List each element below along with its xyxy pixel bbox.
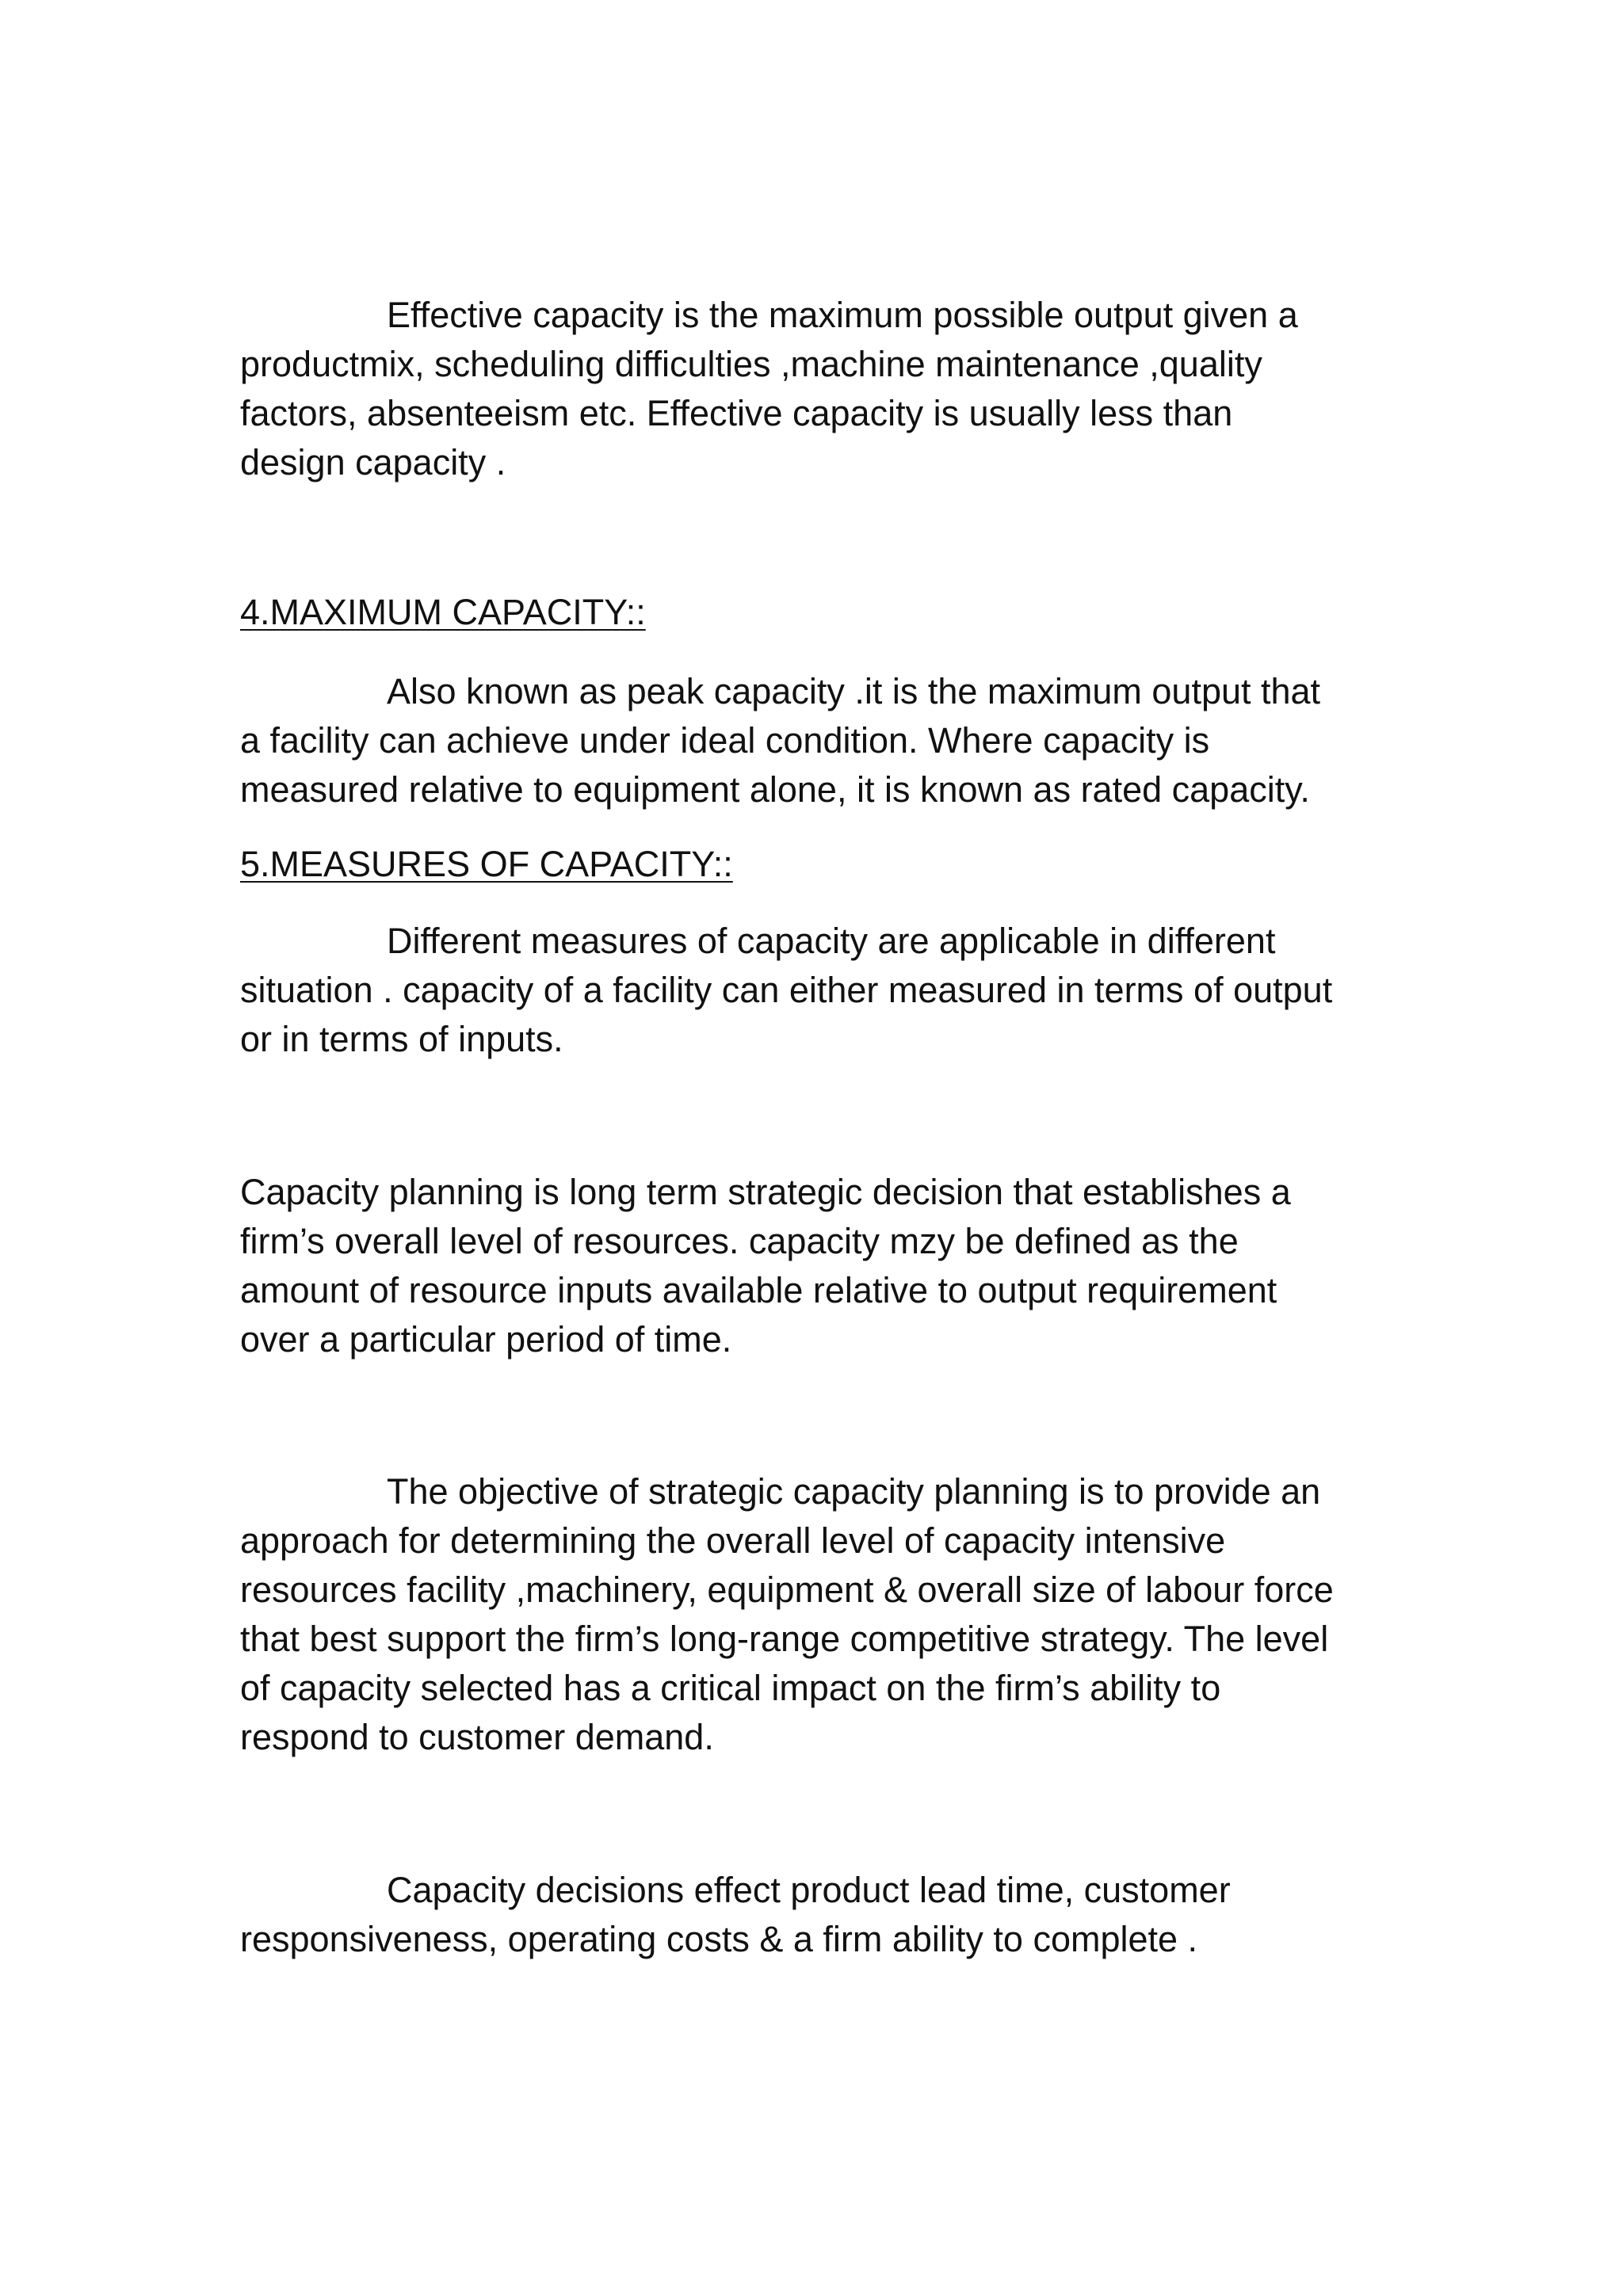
paragraph-line: resources facility ,machinery, equipment & overall size of labour force: [240, 1569, 1334, 1610]
paragraph-line: or in terms of inputs.: [240, 1019, 563, 1059]
paragraph-line: a facility can achieve under ideal condition. Where capacity is: [240, 720, 1210, 761]
heading-measures-of-capacity: 5.MEASURES OF CAPACITY::: [240, 844, 733, 884]
paragraph-line: measured relative to equipment alone, it is known as rated capacity.: [240, 769, 1310, 810]
measures-of-capacity-paragraph: [240, 917, 1405, 1064]
paragraph-line: responsiveness, operating costs & a firm ability to complete .: [240, 1919, 1198, 1959]
paragraph-line: over a particular period of time.: [240, 1319, 732, 1360]
paragraph-line: situation . capacity of a facility can either measured in terms of output: [240, 970, 1333, 1010]
effective-capacity-paragraph: [240, 291, 1405, 487]
paragraph-line: The objective of strategic capacity planning is to provide an: [387, 1471, 1321, 1512]
paragraph-line: amount of resource inputs available relative to output requirement: [240, 1270, 1277, 1310]
paragraph-line: Effective capacity is the maximum possible output given a: [387, 295, 1298, 335]
paragraph-line: respond to customer demand.: [240, 1717, 714, 1757]
paragraph-line: Different measures of capacity are applicable in different: [387, 921, 1276, 961]
paragraph-line: firm’s overall level of resources. capacity mzy be defined as the: [240, 1221, 1239, 1261]
paragraph-line: design capacity .: [240, 442, 506, 482]
strategic-objective-paragraph: [240, 1467, 1405, 1762]
paragraph-line: Capacity planning is long term strategic decision that establishes a: [240, 1172, 1291, 1212]
capacity-planning-paragraph: [240, 1168, 1405, 1364]
paragraph-line: factors, absenteeism etc. Effective capacity is usually less than: [240, 393, 1233, 433]
paragraph-line: Also known as peak capacity .it is the maximum output that: [387, 671, 1321, 711]
paragraph-line: that best support the firm’s long-range competitive strategy. The level: [240, 1619, 1329, 1659]
paragraph-line: approach for determining the overall level of capacity intensive: [240, 1520, 1226, 1561]
heading-maximum-capacity: 4.MAXIMUM CAPACITY::: [240, 592, 646, 632]
paragraph-line: productmix, scheduling difficulties ,machine maintenance ,quality: [240, 344, 1262, 384]
paragraph-line: Capacity decisions effect product lead time, customer: [387, 1870, 1231, 1910]
capacity-decisions-paragraph: [240, 1866, 1405, 1964]
paragraph-line: of capacity selected has a critical impact on the firm’s ability to: [240, 1668, 1221, 1708]
maximum-capacity-paragraph: [240, 667, 1405, 814]
